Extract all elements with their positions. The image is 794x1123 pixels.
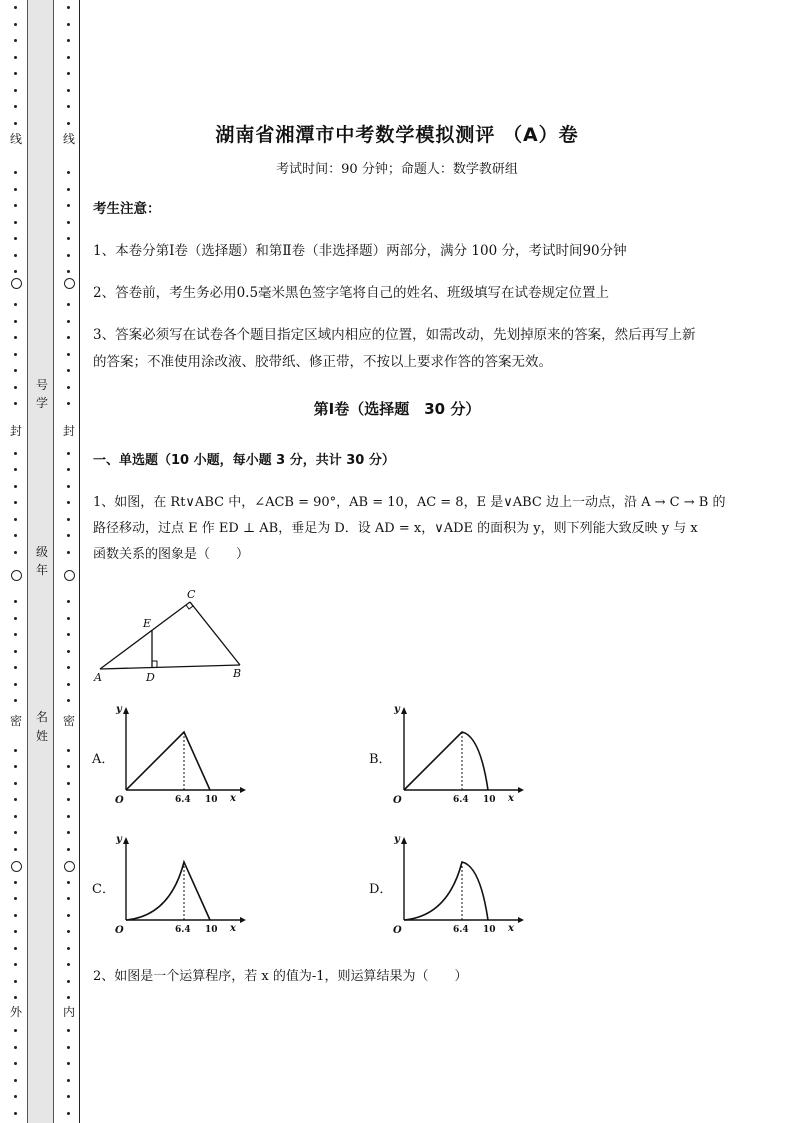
notice-item-3-line-2: 的答案；不准使用涂改液、胶带纸、修正带，不按以上要求作答的答案无效。 [93, 354, 552, 370]
outer-seal-char-1: 线 [9, 132, 22, 146]
vertex-label-b: B [233, 667, 242, 680]
end-tick-label: 10 [205, 795, 218, 805]
binding-dot [67, 485, 70, 488]
binding-dot [14, 666, 17, 669]
binding-dot [67, 1062, 70, 1065]
student-number-label-2: 学 [35, 396, 48, 410]
binding-dot [14, 320, 17, 323]
binding-dot [67, 798, 70, 801]
peak-tick-label: 6.4 [175, 925, 191, 935]
binding-circle [64, 861, 75, 872]
binding-dot [14, 699, 17, 702]
notice-heading: 考生注意： [93, 201, 161, 217]
binding-dot [14, 336, 17, 339]
binding-dot [67, 782, 70, 785]
binding-dot [67, 468, 70, 471]
binding-dot [14, 963, 17, 966]
binding-dot [14, 56, 17, 59]
origin-label: O [393, 925, 402, 936]
binding-dot [14, 204, 17, 207]
binding-circle [11, 278, 22, 289]
outer-seal-char-3: 密 [9, 714, 22, 728]
binding-dot [14, 1029, 17, 1032]
vertex-label-c: C [187, 588, 196, 601]
binding-dot [67, 650, 70, 653]
notice-item-1: 1、本卷分第Ⅰ卷（选择题）和第Ⅱ卷（非选择题）两部分，满分 100 分，考试时间90分钟 [93, 243, 627, 259]
y-axis-arrow [401, 707, 407, 714]
exam-subtitle: 考试时间：90 分钟；命题人：数学教研组 [276, 162, 518, 177]
y-axis-label: y [116, 704, 122, 715]
binding-dot [67, 369, 70, 372]
binding-dot [14, 551, 17, 554]
option-c-graph[interactable] [112, 832, 252, 938]
binding-dot [67, 881, 70, 884]
origin-label: O [115, 925, 124, 936]
binding-dot [14, 237, 17, 240]
x-axis-label: x [230, 923, 236, 934]
option-a-label[interactable]: A． [92, 752, 115, 767]
binding-dot [67, 914, 70, 917]
outer-seal-char-2: 封 [9, 424, 22, 438]
binding-dot [14, 188, 17, 191]
binding-dot [14, 254, 17, 257]
binding-dot [67, 947, 70, 950]
binding-dot [67, 831, 70, 834]
binding-dot [14, 6, 17, 9]
binding-dot [67, 501, 70, 504]
point-label-d: D [146, 671, 155, 684]
binding-dot [67, 336, 70, 339]
binding-dot [14, 452, 17, 455]
segment-cb [190, 602, 240, 665]
binding-dot [14, 765, 17, 768]
binding-dot [67, 1029, 70, 1032]
option-b-graph[interactable] [390, 702, 530, 808]
binding-dot [14, 1062, 17, 1065]
binding-dot [67, 666, 70, 669]
binding-dot [67, 930, 70, 933]
binding-dot [14, 980, 17, 983]
peak-tick-label: 6.4 [453, 795, 469, 805]
x-axis-label: x [508, 793, 514, 804]
binding-dot [14, 815, 17, 818]
binding-dot [14, 1112, 17, 1115]
binding-dot [67, 600, 70, 603]
binding-dot [14, 683, 17, 686]
inner-seal-char-2: 封 [62, 424, 75, 438]
binding-dot [14, 914, 17, 917]
binding-dot [67, 534, 70, 537]
binding-dot [14, 534, 17, 537]
section-title: 第Ⅰ卷（选择题 30 分） [313, 400, 481, 418]
binding-dot [67, 1112, 70, 1115]
end-tick-label: 10 [205, 925, 218, 935]
triangle-figure [90, 585, 250, 685]
option-a-graph[interactable] [112, 702, 252, 808]
binding-dot [67, 39, 70, 42]
binding-dot [67, 848, 70, 851]
y-axis-label: y [394, 834, 400, 845]
binding-dot [14, 89, 17, 92]
x-axis-arrow [240, 917, 246, 923]
y-axis-arrow [123, 707, 129, 714]
right-angle-mark-d [152, 661, 157, 667]
notice-item-3-line-1: 3、答案必须写在试卷各个题目指定区域内相应的位置，如需改动，先划掉原来的答案，然后再写上新 [93, 327, 696, 343]
y-axis-arrow [401, 837, 407, 844]
exam-title: 湖南省湘潭市中考数学模拟测评 （A）卷 [215, 124, 579, 146]
point-label-e: E [143, 617, 152, 630]
binding-dot [14, 650, 17, 653]
outer-seal-char-4: 外 [9, 1005, 22, 1019]
binding-dot [67, 353, 70, 356]
binding-dot [14, 485, 17, 488]
binding-dot [14, 831, 17, 834]
binding-dot [67, 551, 70, 554]
segment-ac [100, 602, 190, 669]
segment-ab [100, 665, 240, 669]
binding-dot [67, 221, 70, 224]
notice-item-2: 2、答卷前，考生务必用0.5毫米黑色签字笔将自己的姓名、班级填写在试卷规定位置上 [93, 285, 610, 301]
binding-circle [64, 570, 75, 581]
binding-dot [67, 386, 70, 389]
y-axis-arrow [123, 837, 129, 844]
binding-dot [67, 1046, 70, 1049]
binding-dot [67, 996, 70, 999]
binding-dot [14, 848, 17, 851]
origin-label: O [115, 795, 124, 806]
binding-dot [67, 204, 70, 207]
binding-dot [14, 1079, 17, 1082]
binding-dot [67, 699, 70, 702]
peak-tick-label: 6.4 [453, 925, 469, 935]
option-d-label[interactable]: D． [369, 882, 393, 897]
binding-dot [14, 897, 17, 900]
binding-dot [67, 749, 70, 752]
binding-dot [14, 468, 17, 471]
name-label-1: 名 [35, 710, 48, 724]
binding-dot [67, 188, 70, 191]
binding-circle [11, 570, 22, 581]
binding-dot [14, 996, 17, 999]
name-label-2: 姓 [35, 729, 48, 743]
vertex-label-a: A [94, 671, 102, 684]
end-tick-label: 10 [483, 795, 496, 805]
binding-dot [67, 765, 70, 768]
binding-dot [67, 56, 70, 59]
binding-dot [14, 386, 17, 389]
option-d-graph[interactable] [390, 832, 530, 938]
binding-dot [67, 237, 70, 240]
x-axis-arrow [240, 787, 246, 793]
binding-dot [14, 1095, 17, 1098]
function-curve [126, 862, 210, 920]
binding-dot [67, 105, 70, 108]
binding-dot [67, 320, 70, 323]
part-heading: 一、单选题（10 小题，每小题 3 分，共计 30 分） [93, 453, 395, 468]
binding-dot [14, 749, 17, 752]
inner-seal-char-3: 密 [62, 714, 75, 728]
option-c-label[interactable]: C． [92, 882, 115, 897]
q2-text: 2、如图是一个运算程序，若 x 的值为-1，则运算结果为（ ） [93, 969, 468, 984]
binding-dot [14, 881, 17, 884]
binding-dot [14, 518, 17, 521]
binding-dot [67, 815, 70, 818]
binding-dot [67, 72, 70, 75]
binding-dot [67, 452, 70, 455]
end-tick-label: 10 [483, 925, 496, 935]
binding-circle [11, 861, 22, 872]
x-axis-label: x [230, 793, 236, 804]
binding-dot [67, 254, 70, 257]
y-axis-label: y [394, 704, 400, 715]
binding-dot [14, 72, 17, 75]
q1-text-line-1: 1、如图，在 Rt∨ABC 中，∠ACB = 90°，AB = 10，AC = 8，E 是∨ABC 边上一动点，沿 A → C → B 的 [93, 495, 726, 510]
binding-dot [14, 105, 17, 108]
binding-dot [14, 39, 17, 42]
x-axis-arrow [518, 917, 524, 923]
binding-dot [67, 303, 70, 306]
student-number-label-1: 号 [35, 378, 48, 392]
binding-dot [67, 897, 70, 900]
binding-dot [14, 303, 17, 306]
option-b-label[interactable]: B． [369, 752, 392, 767]
binding-dot [14, 633, 17, 636]
function-curve [404, 862, 488, 920]
binding-dot [67, 6, 70, 9]
q1-text-line-2: 路径移动，过点 E 作 ED ⊥ AB，垂足为 D．设 AD = x，∨ADE 的面积为 y，则下列能大致反映 y 与 x [93, 521, 698, 536]
binding-dot [67, 633, 70, 636]
x-axis-arrow [518, 787, 524, 793]
class-label-1: 级 [35, 545, 48, 559]
binding-dot [67, 518, 70, 521]
binding-dot [67, 683, 70, 686]
binding-dot [14, 369, 17, 372]
binding-dot [67, 617, 70, 620]
binding-dot [14, 270, 17, 273]
inner-seal-char-1: 线 [62, 132, 75, 146]
binding-dot [14, 221, 17, 224]
binding-dot [67, 1079, 70, 1082]
class-label-2: 年 [35, 563, 48, 577]
binding-dot [67, 1095, 70, 1098]
function-curve [404, 732, 488, 790]
binding-dot [14, 600, 17, 603]
binding-dot [67, 23, 70, 26]
x-axis-label: x [508, 923, 514, 934]
binding-dot [14, 1046, 17, 1049]
binding-dot [14, 617, 17, 620]
binding-dot [67, 270, 70, 273]
peak-tick-label: 6.4 [175, 795, 191, 805]
function-curve [126, 732, 210, 790]
binding-dot [14, 947, 17, 950]
binding-dot [14, 930, 17, 933]
origin-label: O [393, 795, 402, 806]
binding-dot [14, 501, 17, 504]
binding-dot [67, 89, 70, 92]
binding-circle [64, 278, 75, 289]
binding-dot [14, 782, 17, 785]
inner-seal-char-4: 内 [62, 1005, 75, 1019]
y-axis-label: y [116, 834, 122, 845]
binding-dot [67, 980, 70, 983]
binding-dot [67, 963, 70, 966]
q1-text-line-3: 函数关系的图象是（ ） [93, 547, 250, 562]
binding-dot [14, 353, 17, 356]
binding-dot [14, 798, 17, 801]
binding-dot [14, 23, 17, 26]
